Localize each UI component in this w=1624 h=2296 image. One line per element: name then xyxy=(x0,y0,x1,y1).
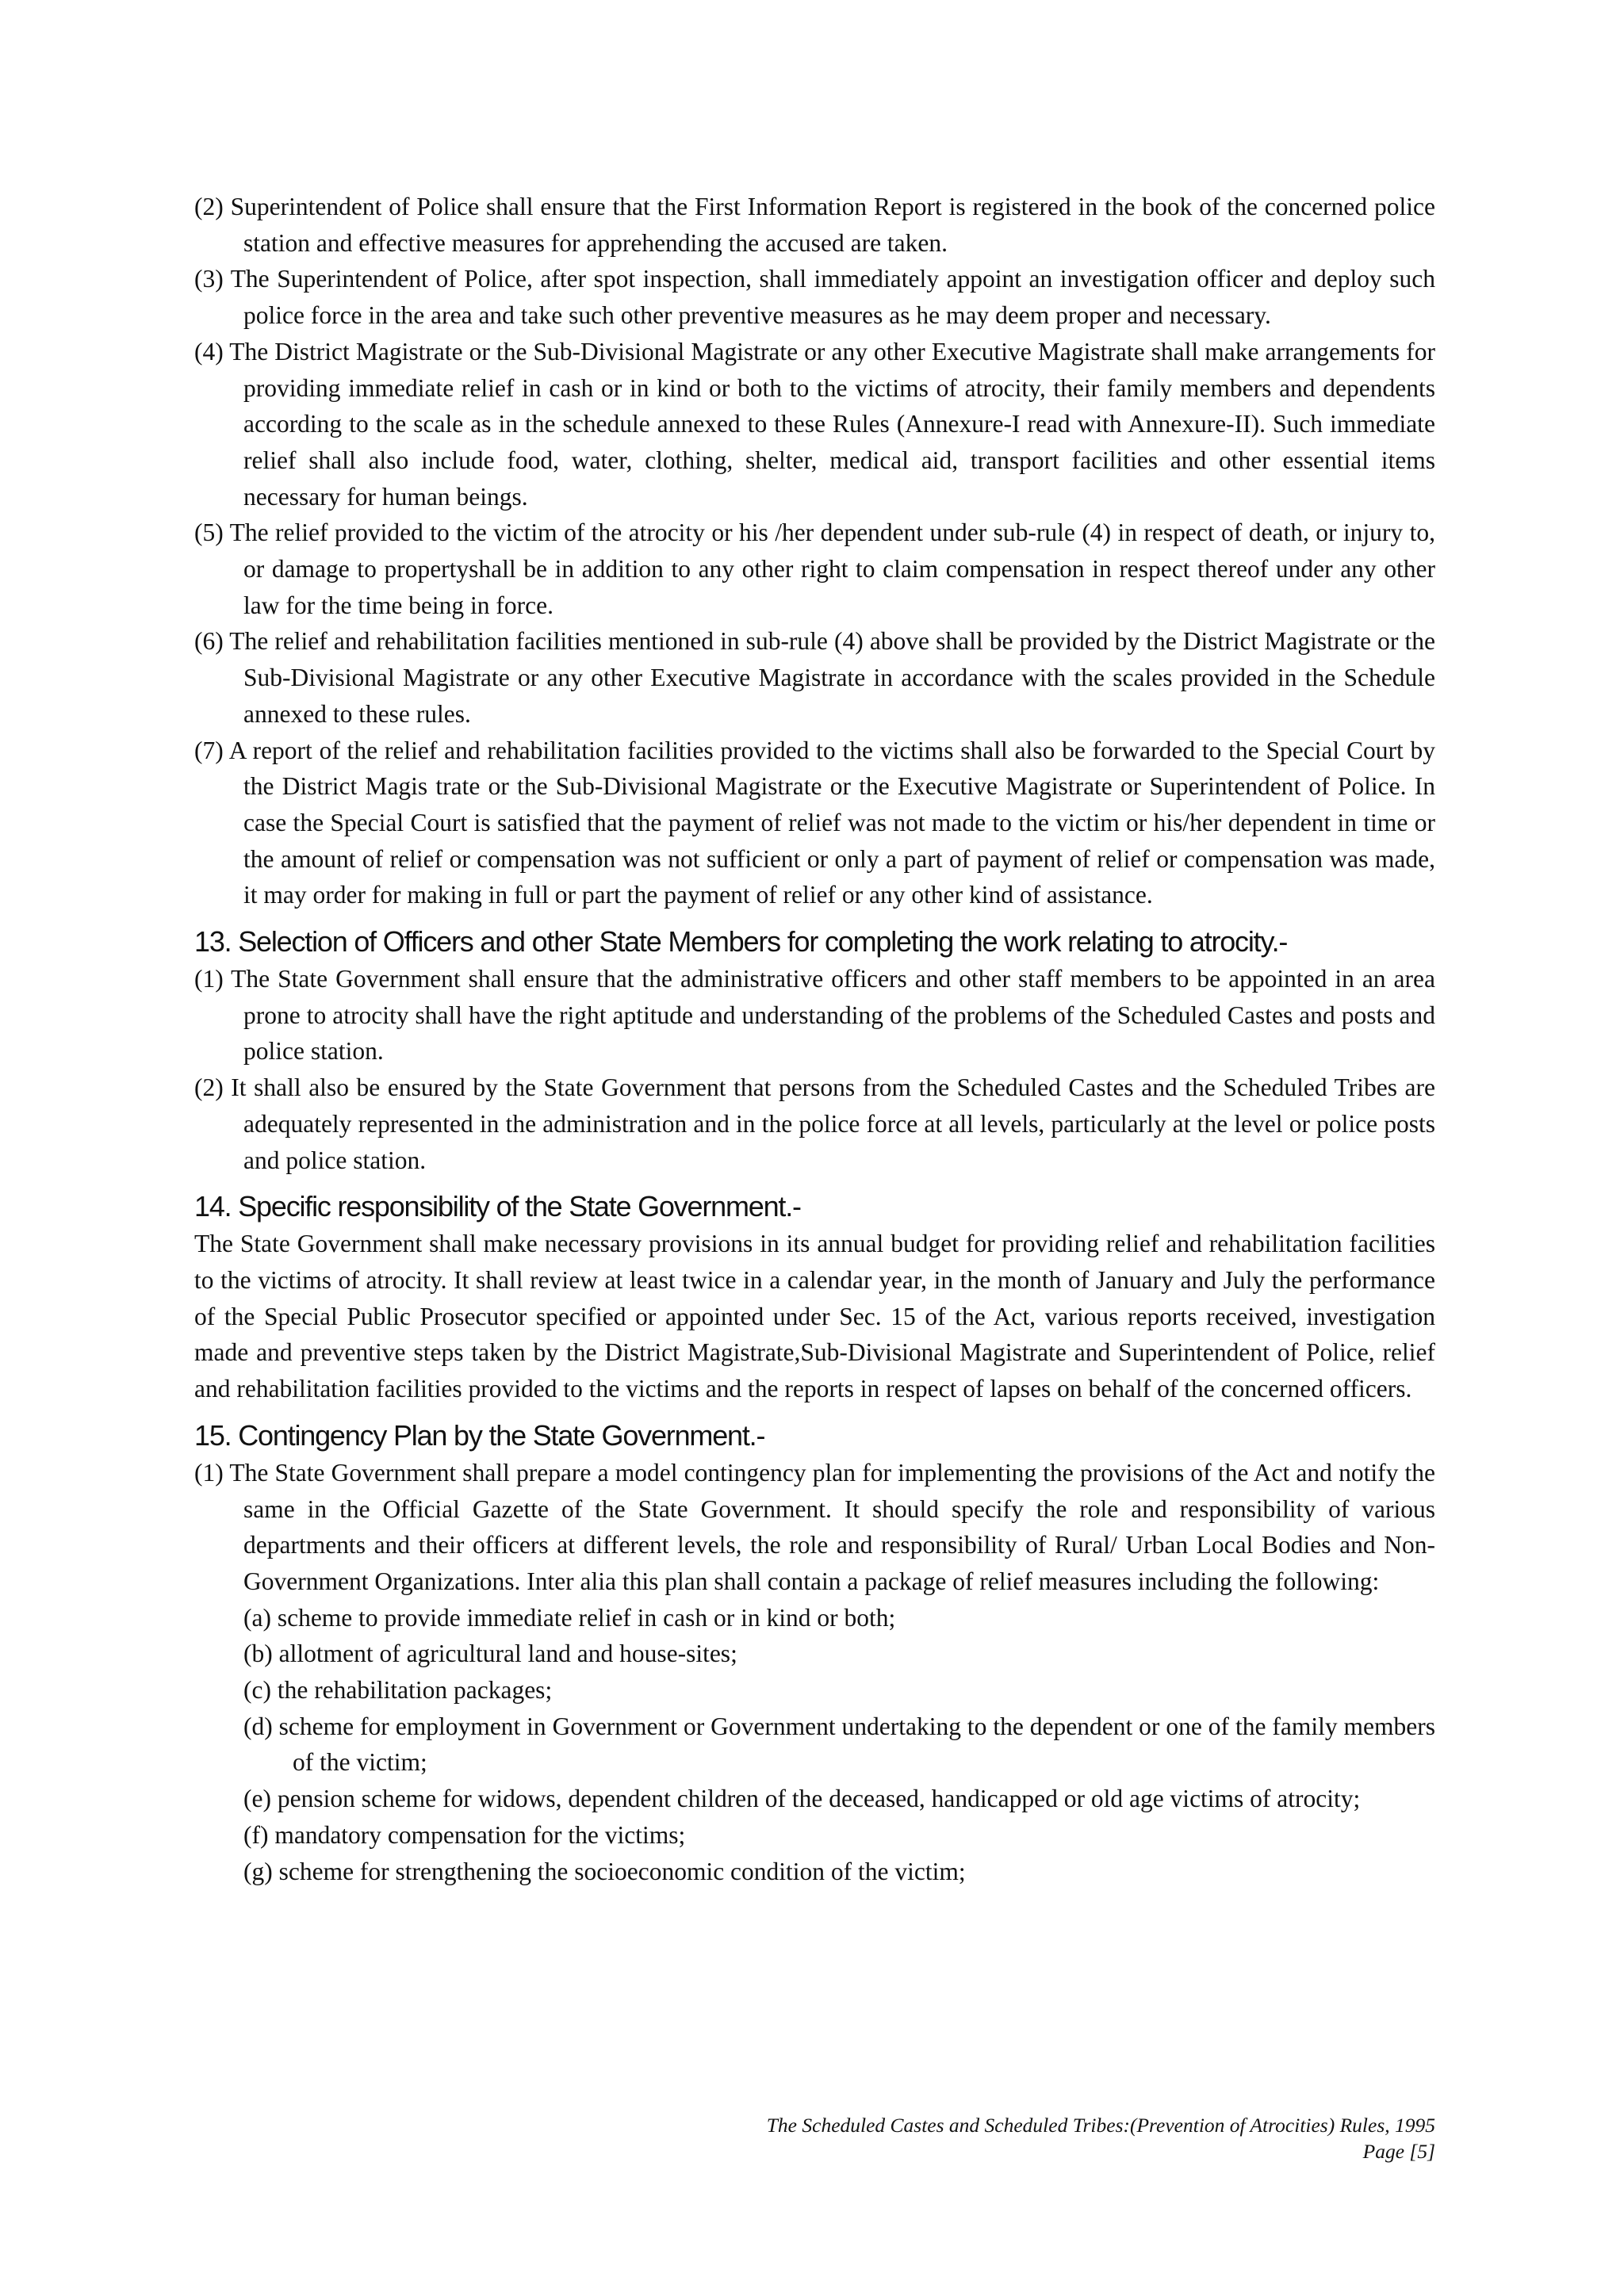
rule-15-measure-e: (e) pension scheme for widows, dependent children of the deceased, handicapped or old age victims of atrocity; xyxy=(243,1785,1361,1813)
rule-15-heading: 15. Contingency Plan by the State Government.- xyxy=(194,1418,765,1452)
rule-15-measure-b: (b) allotment of agricultural land and house-sites; xyxy=(243,1640,737,1668)
rule-15-measure-f: (f) mandatory compensation for the victims; xyxy=(243,1820,686,1849)
rule-15-measure-d: (d) scheme for employment in Government or Government undertaking to the dependent or one of the family members of the victim; xyxy=(243,1712,1435,1777)
footer-document-title: The Scheduled Castes and Scheduled Tribes:(Prevention of Atrocities) Rules, 1995 xyxy=(766,2114,1435,2137)
rule-14-text: The State Government shall make necessary provisions in its annual budget for providing relief and rehabilitation facilities to the victims of atrocity. It shall review at least twice in a calendar year, in the month of January and July the performance of the Special Public Prosecutor specified or appointed under Sec. 15 of the Act, various reports received, investigation made and preventive steps taken by the District Magistrate,Sub-Divisional Magistrate and Superintendent of Police, relief and rehabilitation facilities provided to the victims and the reports in respect of lapses on behalf of the concerned officers. xyxy=(194,1230,1435,1403)
rule-13-heading: 13. Selection of Officers and other State Members for completing the work relating to atrocity.- xyxy=(194,925,1288,959)
rule-12-sub-rule-6: (6) The relief and rehabilitation facilities mentioned in sub-rule (4) above shall be provided by the District Magistrate or the Sub-Divisional Magistrate or any other Executive Magistrate in accordance with the scales provided in the Schedule annexed to these rules. xyxy=(194,627,1435,728)
rule-15-measure-c: (c) the rehabilitation packages; xyxy=(243,1676,553,1705)
rule-13-sub-rule-1: (1) The State Government shall ensure that the administrative officers and other staff members to be appointed in an area prone to atrocity shall have the right aptitude and understanding of the problems of the Scheduled Castes and posts and police station. xyxy=(194,965,1435,1066)
rule-12-sub-rule-3: (3) The Superintendent of Police, after spot inspection, shall immediately appoint an investigation officer and deploy such police force in the area and take such other preventive measures as he may deem proper and necessary. xyxy=(194,265,1435,330)
rule-12-sub-rule-7: (7) A report of the relief and rehabilitation facilities provided to the victims shall also be forwarded to the Special Court by the District Magis trate or the Sub-Divisional Magistrate or the Executive Magistrate or Superintendent of Police. In case the Special Court is satisfied that the payment of relief was not made to the victim or his/her dependent in time or the amount of relief or compensation was not sufficient or only a part of payment of relief or compensation was made, it may order for making in full or part the payment of relief or any other kind of assistance. xyxy=(194,736,1435,909)
rule-15-sub-rule-1: (1) The State Government shall prepare a model contingency plan for implementing the provisions of the Act and notify the same in the Official Gazette of the State Government. It should specify the role and responsibility of various departments and their officers at different levels, the role and responsibility of Rural/ Urban Local Bodies and Non-Government Organizations. Inter alia this plan shall contain a package of relief measures including the following: xyxy=(194,1458,1435,1595)
rule-12-sub-rule-2: (2) Superintendent of Police shall ensure that the First Information Report is registered in the book of the concerned police station and effective measures for apprehending the accused are taken. xyxy=(194,193,1435,257)
rule-13-sub-rule-2: (2) It shall also be ensured by the State Government that persons from the Scheduled Castes and the Scheduled Tribes are adequately represented in the administration and in the police force at all levels, particularly at the level or police posts and police station. xyxy=(194,1073,1435,1174)
rule-14-heading: 14. Specific responsibility of the State Government.- xyxy=(194,1190,801,1223)
rule-15-measure-a: (a) scheme to provide immediate relief in cash or in kind or both; xyxy=(243,1603,896,1632)
rule-12-sub-rule-5: (5) The relief provided to the victim of the atrocity or his /her dependent under sub-rule (4) in respect of death, or injury to, or damage to propertyshall be in addition to any other right to claim compensation in respect thereof under any other law for the time being in force. xyxy=(194,519,1435,619)
document-page xyxy=(194,189,1435,1889)
rule-15-measure-g: (g) scheme for strengthening the socioeconomic condition of the victim; xyxy=(243,1857,966,1885)
rule-12-sub-rule-4: (4) The District Magistrate or the Sub-Divisional Magistrate or any other Executive Magistrate shall make arrangements for providing immediate relief in cash or in kind or both to the victims of atrocity, their family members and dependents according to the scale as in the schedule annexed to these Rules (Annexure-I read with Annexure-II). Such immediate relief shall also include food, water, clothing, shelter, medical aid, transport facilities and other essential items necessary for human beings. xyxy=(194,337,1435,511)
page-footer xyxy=(767,2112,1435,2164)
footer-page-number: Page [5] xyxy=(1362,2140,1435,2163)
